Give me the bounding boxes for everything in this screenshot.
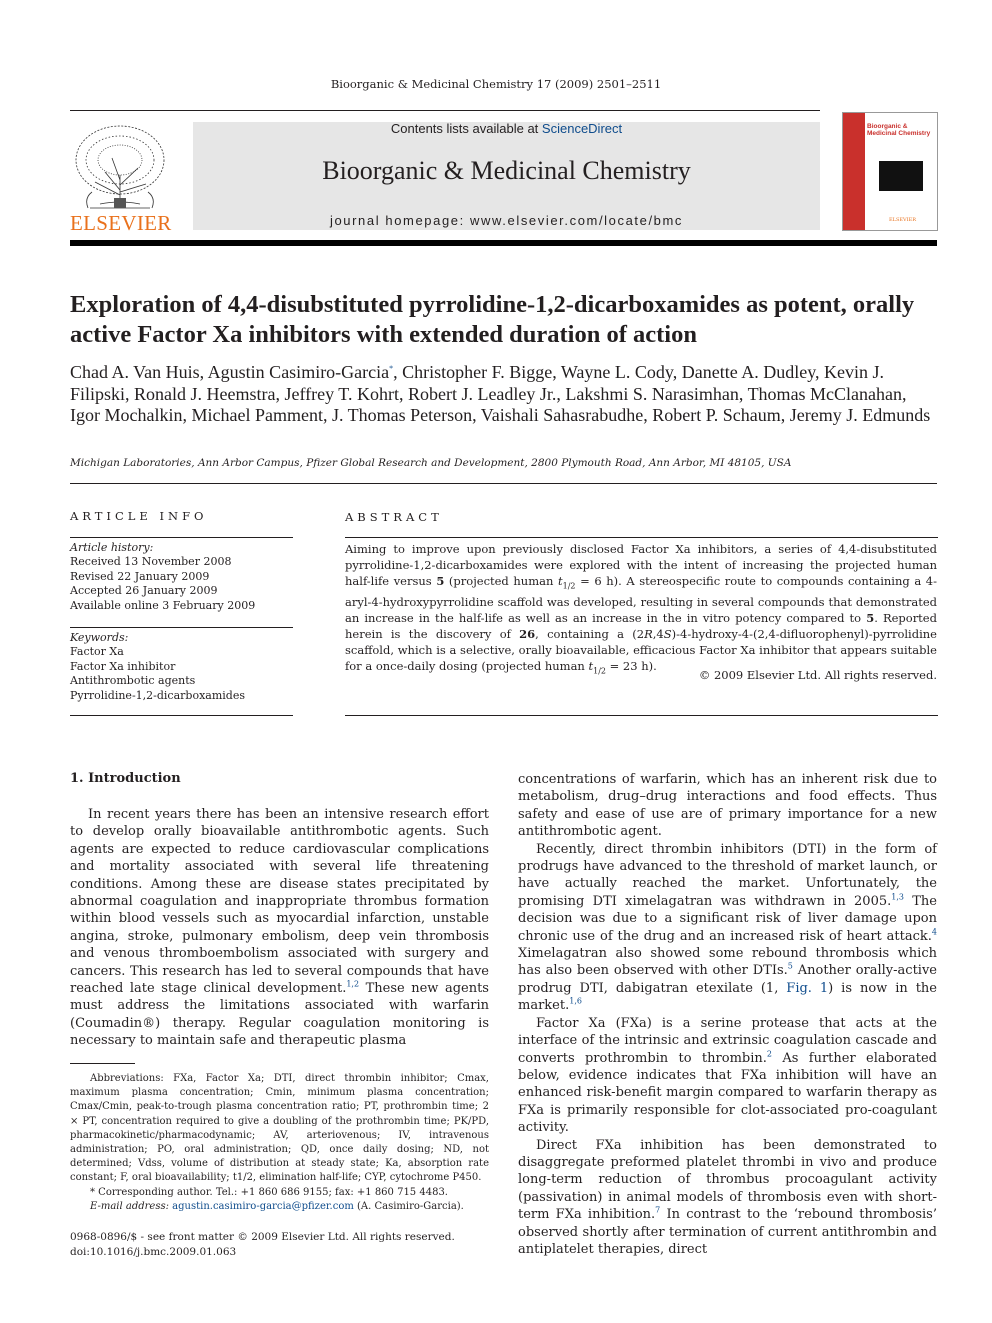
history-label: Article history: <box>70 541 154 554</box>
corresponding-mark[interactable]: * <box>389 364 394 373</box>
paragraph: Recently, direct thrombin inhibitors (DTI) in the form of prodrugs have advanced to the threshold of market launch, or have actually reached the market. Unfortunately, the promising DTI ximelagatran was withdrawn in 2005.$^{1,3}$ The decision was due to a significant risk of liver damage upon chronic use of the drug and an increased risk of heart attack.$^4$ Ximelagatran also showed some rebound thrombosis which has also been observed with other DTIs.$^5$ Another orally-active prodrug DTI, dabigatran etexilate (1, Fig. 1) is now in the market.$^{1,6}$ <box>518 841 938 1014</box>
citation[interactable]: 7 <box>655 1205 661 1215</box>
article-info-rule-2 <box>70 627 293 628</box>
footnote-rule <box>70 1063 135 1064</box>
journal-reference: Bioorganic & Medicinal Chemistry 17 (2009) 2501–2511 <box>330 77 662 91</box>
article-info-rule-3 <box>70 715 293 716</box>
history-received: Received 13 November 2008 <box>70 555 232 569</box>
abstract-rule-1 <box>345 537 938 538</box>
doi-line[interactable]: doi:10.1016/j.bmc.2009.01.063 <box>70 1245 237 1258</box>
journal-cover-thumbnail <box>842 112 938 231</box>
citation[interactable]: 1,6 <box>569 996 582 1006</box>
citation[interactable]: 1,2 <box>346 979 360 989</box>
keyword: Antithrombotic agents <box>70 674 196 688</box>
keywords <box>70 631 293 703</box>
journal-title: Bioorganic & Medicinal Chemistry <box>322 156 691 185</box>
footnotes <box>70 1072 489 1214</box>
author-list <box>70 362 940 427</box>
cover-publisher: ELSEVIER <box>889 217 917 223</box>
article-info-rule-1 <box>70 537 293 538</box>
affiliation: Michigan Laboratories, Ann Arbor Campus, Pfizer Global Research and Development, 2800 Plymouth Road, Ann Arbor, MI 48105, USA <box>70 457 792 469</box>
compound-26: 26 <box>519 627 536 642</box>
body-left-column <box>70 806 489 1050</box>
paragraph: concentrations of warfarin, which has an inherent risk due to metabolism, drug–drug interactions and food effects. Thus safety and ease of use are of primary importance for a new antithrombotic agent. <box>518 772 937 840</box>
abstract-copyright: © 2009 Elsevier Ltd. All rights reserved. <box>698 668 937 682</box>
bottom-info <box>70 1230 489 1259</box>
corresponding-author-footnote: * Corresponding author. Tel.: +1 860 686 9155; fax: +1 860 715 4483. <box>90 1186 448 1198</box>
abstract-rule-2 <box>345 715 938 716</box>
issn-line: 0968-0896/$ - see front matter © 2009 Elsevier Ltd. All rights reserved. <box>70 1231 455 1243</box>
contents-prefix: Contents lists available at <box>390 121 539 136</box>
compound-5: 5 <box>436 574 445 588</box>
email-footnote: E-mail address: agustin.casimiro-garcia@pfizer.com (A. Casimiro-Garcia). <box>90 1200 464 1212</box>
body-right-column <box>518 771 937 1258</box>
top-rule <box>70 110 820 111</box>
authors-first: Chad A. Van Huis, Agustin Casimiro-Garcia <box>70 362 390 382</box>
citation[interactable]: 4 <box>931 927 937 937</box>
contents-line <box>193 121 820 136</box>
journal-homepage[interactable]: journal homepage: www.elsevier.com/locate/bmc <box>329 213 684 228</box>
masthead-thick-rule <box>70 240 937 246</box>
abbreviations-footnote: Abbreviations: FXa, Factor Xa; DTI, direct thrombin inhibitor; Cmax, maximum plasma concentration; Cmin, minimum plasma concentration; Cmax/Cmin, peak-to-trough plasma concentration ratio; PT, prothrombin time; 2 × PT, concentration required to give a doubling of the prothrombin time; PK/PD, pharmacokinetic/pharmacodynamic; AV, arteriovenous; IV, intravenous administration; PO, oral administration; QD, once daily dosing; ND, not determined; Vdss, volume of distribution at steady state; Ka, absorption rate constant; F, oral bioavailability; t1/2, elimination half-life; CYP, cytochrome P450. <box>70 1073 489 1184</box>
keyword: Pyrrolidine-1,2-dicarboxamides <box>70 688 245 702</box>
article-history <box>70 541 293 613</box>
keyword: Factor Xa <box>70 645 124 659</box>
paragraph: In recent years there has been an intensive research effort to develop orally bioavailable antithrombotic agents. Such agents are expected to reduce cardiovascular complications and mortality associated with several life threatening conditions. Among these are disease states precipitated by abnormal coagulation and inappropriate thrombus formation within blood vessels such as myocardial infarction, unstable angina, stroke, pulmonary embolism, deep vein thrombosis and venous thromboembolism associated with surgery and cancers. This research has led to several compounds that have reached late stage clinical development.$^{1,2}$ These new agents must address the limitations associated with warfarin (Coumadin®) therapy. Regular coagulation monitoring is necessary to maintain safe and therapeutic plasma <box>70 807 489 1049</box>
cover-red-bar <box>843 113 865 230</box>
elsevier-wordmark: ELSEVIER <box>70 211 172 235</box>
email-link[interactable]: agustin.casimiro-garcia@pfizer.com <box>172 1200 354 1212</box>
sciencedirect-link[interactable]: ScienceDirect <box>541 121 623 136</box>
paragraph: Factor Xa (FXa) is a serine protease that acts at the interface of the intrinsic and extrinsic coagulation cascade and converts prothrombin to thrombin.$^2$ As further elaborated below, evidence indicates that FXa inhibition will have an enhanced risk-benefit margin compared to warfarin therapy as FXa is primarily responsible for clot-associated pro-coagulant activity. <box>518 1015 937 1136</box>
keyword: Factor Xa inhibitor <box>70 659 176 673</box>
article-info-heading: ARTICLE INFO <box>70 509 208 523</box>
article-title: Exploration of 4,4-disubstituted pyrrolidine-1,2-dicarboxamides as potent, orally active Factor Xa inhibitors with extended duration of action <box>70 291 915 348</box>
history-online: Available online 3 February 2009 <box>70 598 256 612</box>
abstract-heading: ABSTRACT <box>345 510 443 524</box>
keywords-label: Keywords: <box>70 631 129 644</box>
abstract-text: Aiming to improve upon previously disclosed Factor Xa inhibitors, a series of 4,4-disubstituted pyrrolidine-1,2-dicarboxamides were explored with the intent of increasing the projected human half-life versus 5 (projected human $t_{1/2} = 6$ h). A stereospecific route to compounds containing a 4-aryl-4-hydroxypyrrolidine scaffold was developed, resulting in several compounds that demonstrated an increase in the half-life as well as an increase in the in vitro potency compared to 5. Reported herein is the discovery of 26, containing a (2R,4S)-4-hydroxy-4-(2,4-difluorophenyl)-pyrrolidine scaffold, which is a selective, orally bioavailable, efficacious Factor Xa inhibitor that appears suitable for a once-daily dosing (projected human $t_{1/2} = 23$ h). <box>345 542 937 676</box>
cover-title: Bioorganic & Medicinal Chemistry <box>867 123 931 137</box>
paragraph: Direct FXa inhibition has been demonstrated to disaggregate preformed platelet thrombi in vivo and produce long-term reduction of thrombus procoagulant activity (passivation) in animal models of thrombosis even with short-term FXa inhibition.$^7$ In contrast to the ‘rebound thrombosis’ observed shortly after termination of current antithrombin and antiplatelet therapies, direct <box>518 1137 937 1257</box>
citation[interactable]: 1,3 <box>891 892 904 902</box>
authors-rest: , Christopher F. Bigge, Wayne L. Cody, Danette A. Dudley, Kevin J. Filipski, Ronald J. Heemstra, Jeffrey T. Kohrt, Robert J. Leadley Jr., Lakshmi S. Narasimhan, Thomas McClanahan, Igor Mochalkin, Michael Pamment, J. Thomas Peterson, Vaishali Sahasrabudhe, Robert P. Schaum, Jeremy J. Edmunds <box>70 362 931 426</box>
cover-image <box>879 161 923 191</box>
history-accepted: Accepted 26 January 2009 <box>70 584 218 598</box>
citation[interactable]: 5 <box>787 962 793 972</box>
section-heading-introduction: 1. Introduction <box>70 771 181 786</box>
citation[interactable]: 2 <box>766 1049 772 1059</box>
figure-link[interactable]: Fig. 1 <box>786 980 829 996</box>
history-revised: Revised 22 January 2009 <box>70 569 210 583</box>
compound-5: 5 <box>866 611 875 626</box>
info-rule <box>70 483 937 484</box>
